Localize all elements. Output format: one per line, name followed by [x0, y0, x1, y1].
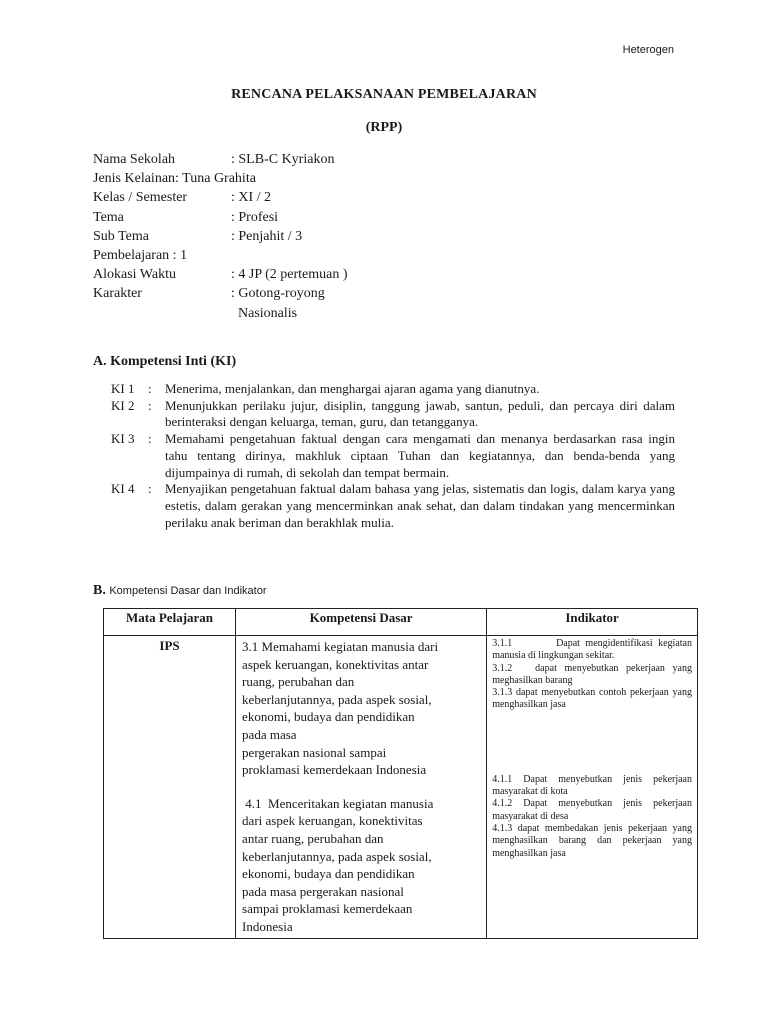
ki-item: [111, 431, 675, 481]
kd-line: pergerakan nasional sampai: [242, 744, 387, 760]
identity-row: [93, 227, 303, 246]
identity-row: [93, 284, 325, 303]
ki-colon: :: [148, 397, 152, 413]
kd-line: ruang, perubahan dan: [242, 674, 355, 690]
identity-label: Pembelajaran : 1: [93, 247, 188, 263]
indikator-item: 4.1.1 Dapat menyebutkan jenis pekerjaan masyarakat di kota: [492, 773, 692, 798]
ki-list: [111, 381, 675, 531]
subject-cell: IPS: [104, 636, 236, 939]
identity-label: Jenis Kelainan: Tuna Grahita: [93, 171, 256, 187]
indikator-item: 3.1.1 Dapat mengidentifikasi kegiatan manusia di lingkungan sekitar.: [492, 638, 695, 662]
identity-row: [93, 304, 298, 323]
indikator-item: 3.1.3 dapat menyebutkan contoh pekerjaan yang menghasilkan jasa: [492, 687, 692, 711]
ki-code: KI 2: [111, 397, 135, 413]
identity-label: Tema: [93, 209, 124, 225]
table-header-row: [104, 609, 698, 636]
identity-value: : XI / 2: [231, 190, 272, 206]
section-a-title: A. Kompetensi Inti (KI): [93, 354, 237, 369]
header-kompetensi-dasar: Kompetensi Dasar: [236, 609, 487, 636]
ki-code: KI 3: [111, 431, 135, 447]
identity-value: : Gotong-royong: [231, 286, 325, 302]
section-b-letter: B.: [93, 583, 106, 598]
kd-line: sampai proklamasi kemerdekaan: [242, 901, 413, 917]
ki-item: [111, 481, 675, 531]
identity-value: : Penjahit / 3: [231, 228, 303, 244]
ki-text: Menerima, menjalankan, dan menghargai ajaran agama yang dianutnya.: [165, 381, 540, 396]
indikator-item: 4.1.2 Dapat menyebutkan jenis pekerjaan masyarakat di desa: [492, 798, 692, 822]
document-subtitle: (RPP): [365, 120, 403, 135]
ki-item: [111, 381, 675, 398]
kd-line: keberlanjutannya, pada aspek sosial,: [242, 691, 432, 707]
section-b-title: Kompetensi Dasar dan Indikator: [109, 585, 267, 597]
kd-line: dari aspek keruangan, konektivitas: [242, 813, 423, 829]
identity-row: [93, 169, 256, 188]
kd-line: 3.1 Memahami kegiatan manusia dari: [242, 639, 439, 654]
header-tag: Heterogen: [622, 44, 674, 56]
identity-row: [93, 265, 348, 284]
kd-line: 4.1 Menceritakan kegiatan manusia: [242, 795, 434, 811]
identity-row: [93, 150, 335, 169]
ki-colon: :: [148, 431, 152, 447]
identity-label: Alokasi Waktu: [93, 267, 176, 283]
ki-colon: :: [148, 481, 152, 497]
ki-text: Menunjukkan perilaku jujur, disiplin, tanggung jawab, santun, peduli, dan percaya diri dalam berinteraksi dengan keluarga, teman, guru, dan tetangganya.: [165, 397, 675, 430]
identity-label: Kelas / Semester: [93, 190, 188, 206]
indikator-item: 3.1.2 dapat menyebutkan pekerjaan yang meghasilkan barang: [492, 662, 695, 686]
kd-line: ekonomi, budaya dan pendidikan: [242, 866, 415, 882]
identity-block: [93, 150, 348, 323]
identity-row: [93, 246, 256, 265]
header-mata-pelajaran: Mata Pelajaran: [104, 609, 236, 636]
identity-row: [93, 188, 272, 207]
identity-row: [93, 208, 279, 227]
indikator-item: 4.1.3 dapat membedakan jenis pekerjaan yang menghasilkan barang dan pekerjaan yang menghasilkan jasa: [492, 822, 692, 859]
ki-code: KI 1: [111, 381, 135, 396]
identity-value: Nasionalis: [231, 305, 298, 321]
ki-item: [111, 398, 675, 431]
kd-cell: [236, 636, 487, 939]
ki-text: Menyajikan pengetahuan faktual dalam bahasa yang jelas, sistematis dan logis, dalam karya yang estetis, dalam gerakan yang mencerminkan anak sehat, dan dalam tindakan yang mencerminkan perilaku anak beriman dan berakhlak mulia.: [165, 481, 675, 530]
kd-line: pada masa: [242, 726, 297, 742]
kd-line: Indonesia: [242, 918, 293, 934]
kd-line: pada masa pergerakan nasional: [242, 883, 404, 899]
kd-line: keberlanjutannya, pada aspek sosial,: [242, 848, 432, 864]
table-row: [104, 636, 698, 939]
ki-code: KI 4: [111, 481, 135, 497]
identity-label: Karakter: [93, 286, 142, 302]
kd-line: antar ruang, perubahan dan: [242, 830, 384, 846]
kd-line: proklamasi kemerdekaan Indonesia: [242, 762, 427, 778]
kd-line: aspek keruangan, konektivitas antar: [242, 656, 429, 672]
identity-label: Sub Tema: [93, 228, 149, 244]
ki-text: Memahami pengetahuan faktual dengan cara mengamati dan menanya berdasarkan rasa ingin tahu tentang dirinya, makhluk ciptaan Tuhan dan kegiatannya, dan benda-benda yang dijumpainya di rumah, di sekolah dan tempat bermain.: [165, 431, 675, 480]
kd-line: ekonomi, budaya dan pendidikan: [242, 709, 415, 725]
ki-colon: :: [148, 381, 152, 396]
kd-table: [103, 608, 698, 939]
header-indikator: Indikator: [487, 609, 698, 636]
identity-value: : Profesi: [231, 209, 279, 225]
identity-value: : SLB-C Kyriakon: [231, 152, 335, 167]
section-b-heading: [93, 583, 267, 599]
identity-label: Nama Sekolah: [93, 152, 176, 167]
document-title: RENCANA PELAKSANAAN PEMBELAJARAN: [231, 87, 537, 102]
indikator-cell: [487, 636, 698, 939]
identity-value: : 4 JP (2 pertemuan ): [231, 267, 348, 283]
